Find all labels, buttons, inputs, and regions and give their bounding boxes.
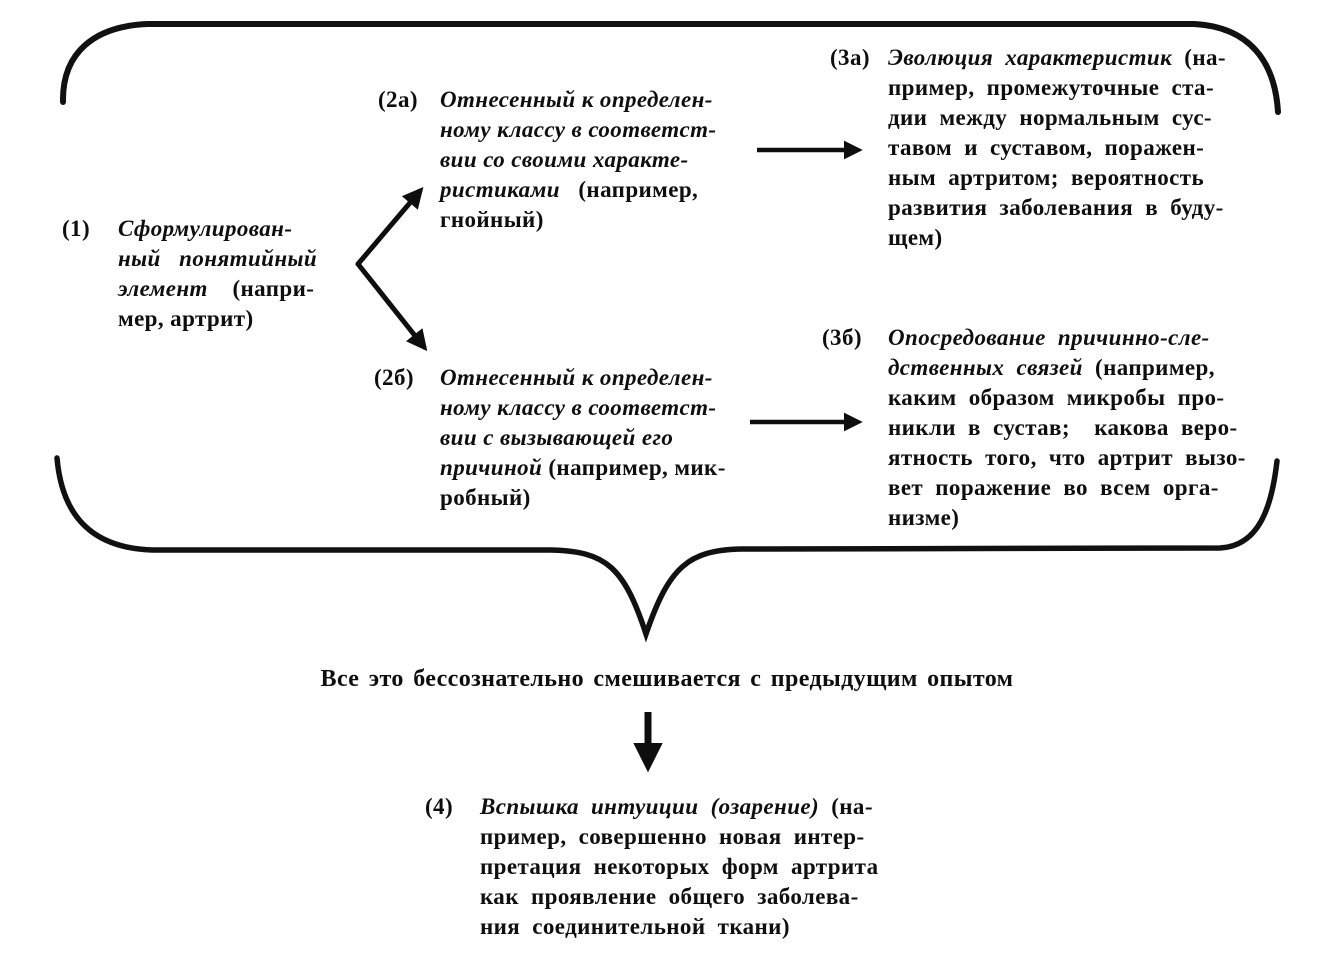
text-line — [888, 103, 1300, 133]
text-line — [888, 413, 1302, 443]
italic-text-segment: причиной — [440, 455, 543, 480]
text-segment: ния соединительной ткани) — [480, 914, 790, 939]
text-segment: (например, — [559, 177, 699, 202]
italic-text-segment: ный понятийный — [118, 246, 318, 271]
block-3a-label: (3а) — [830, 45, 870, 70]
text-line — [480, 792, 915, 822]
text-line — [888, 473, 1302, 503]
text-line — [118, 274, 362, 304]
italic-text-segment: Сформулирован- — [118, 216, 293, 241]
text-line — [480, 852, 915, 882]
text-segment: (на- — [1172, 45, 1226, 70]
text-line — [440, 483, 764, 513]
text-segment: пример, совершенно новая интер- — [480, 824, 865, 849]
block-2a-label: (2а) — [378, 87, 418, 112]
text-line — [888, 503, 1302, 533]
block-1-label: (1) — [62, 216, 91, 241]
text-line — [480, 882, 915, 912]
italic-text-segment: Отнесенный к определен- — [440, 87, 713, 112]
block-4-flash-of-intuition — [425, 792, 915, 942]
text-line — [888, 133, 1300, 163]
text-line — [440, 85, 768, 115]
text-segment: гнойный) — [440, 207, 544, 232]
text-segment: развития заболевания в буду- — [888, 195, 1224, 220]
text-line — [118, 244, 362, 274]
block-4-label: (4) — [425, 794, 454, 819]
block-2b-text — [440, 363, 764, 513]
text-line — [440, 453, 764, 483]
text-segment: ным артритом; вероятность — [888, 165, 1205, 190]
text-line — [440, 423, 764, 453]
text-line — [888, 163, 1300, 193]
block-1-text — [118, 214, 362, 334]
text-line — [118, 304, 362, 334]
text-line — [888, 323, 1302, 353]
text-line — [888, 193, 1300, 223]
text-line — [888, 223, 1300, 253]
italic-text-segment: ному классу в соответст- — [440, 117, 717, 142]
text-line — [888, 383, 1302, 413]
text-line — [440, 175, 768, 205]
text-line — [480, 912, 915, 942]
text-line — [440, 205, 768, 235]
text-segment: дии между нормальным сус- — [888, 105, 1212, 130]
block-3a-evolution-of-characteristics — [830, 43, 1300, 253]
block-2a-class-by-characteristics — [378, 85, 768, 235]
text-segment: (на- — [819, 794, 873, 819]
text-line — [440, 363, 764, 393]
block-3b-label: (3б) — [822, 325, 862, 350]
text-line — [440, 115, 768, 145]
block-2a-text — [440, 85, 768, 235]
italic-text-segment: элемент — [118, 276, 208, 301]
italic-text-segment: Эволюция характеристик — [888, 45, 1173, 70]
italic-text-segment: вии со своими характе- — [440, 147, 689, 172]
block-3b-cause-effect-mediation — [822, 323, 1302, 533]
text-segment: никли в сустав; какова веро- — [888, 415, 1238, 440]
text-segment: щем) — [888, 225, 943, 250]
block-4-text — [480, 792, 915, 942]
text-segment: вет поражение во всем орга- — [888, 475, 1219, 500]
text-segment: (например, мик- — [542, 455, 726, 480]
block-1-concept-element — [62, 214, 362, 334]
text-line — [118, 214, 362, 244]
text-line — [888, 443, 1302, 473]
text-segment: (напри- — [207, 276, 315, 301]
text-segment: как проявление общего заболева- — [480, 884, 859, 909]
italic-text-segment: Вспышка интуиции (озарение) — [480, 794, 820, 819]
text-line — [888, 73, 1300, 103]
text-line — [888, 353, 1302, 383]
text-line — [480, 822, 915, 852]
italic-text-segment: Отнесенный к определен- — [440, 365, 713, 390]
italic-text-segment: вии с вызывающей его — [440, 425, 674, 450]
text-segment: тавом и суставом, поражен- — [888, 135, 1205, 160]
block-2b-label: (2б) — [374, 365, 414, 390]
text-segment: мер, артрит) — [118, 306, 254, 331]
italic-text-segment: ному классу в соответст- — [440, 395, 717, 420]
text-line — [440, 393, 764, 423]
text-segment: претация некоторых форм артрита — [480, 854, 879, 879]
text-segment: робный) — [440, 485, 531, 510]
arrow-1-to-2b — [358, 264, 424, 347]
italic-text-segment: ристиками — [440, 177, 560, 202]
text-segment: низме) — [888, 505, 960, 530]
text-line — [888, 43, 1300, 73]
block-2b-class-by-cause — [374, 363, 764, 513]
italic-text-segment: дственных связей — [888, 355, 1083, 380]
text-line — [440, 145, 768, 175]
text-segment: (например, — [1082, 355, 1215, 380]
block-3a-text — [888, 43, 1300, 253]
block-3b-text — [888, 323, 1302, 533]
text-segment: пример, промежуточные ста- — [888, 75, 1215, 100]
italic-text-segment: Опосредование причинно-сле- — [888, 325, 1210, 350]
summary-text: Все это бессознательно смешивается с предыдущим опытом — [320, 666, 1014, 692]
text-segment: каким образом микробы про- — [888, 385, 1225, 410]
text-segment: ятность того, что артрит вызо- — [888, 445, 1246, 470]
